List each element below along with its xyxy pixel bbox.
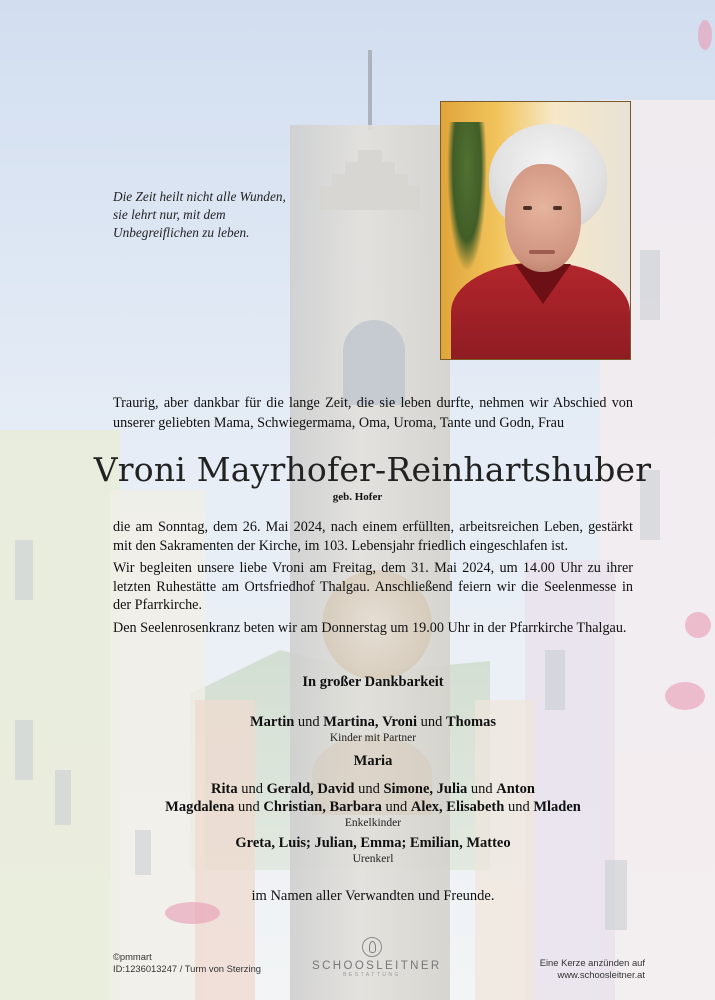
funeral-home-logo: SCHOOSLEITNER BESTATTUNG	[312, 937, 432, 978]
intro-text: Traurig, aber dankbar für die lange Zeit, die sie leben durfte, nehmen wir Abschied von unserer geliebten Mama, Schwiegermama, Oma, Uroma, Tante und Godn, Frau	[113, 395, 633, 431]
grandchildren-line-2: Magdalena und Christian, Barbara und Alex, Elisabeth und Mladen	[165, 799, 581, 815]
candle-icon	[362, 937, 382, 957]
children-group	[113, 713, 633, 745]
memorial-quote	[113, 188, 333, 242]
deceased-name: Vroni Mayrhofer-Reinhartshuber	[93, 450, 652, 489]
quote-line: Unbegreiflichen zu leben.	[113, 225, 250, 240]
death-paragraph: die am Sonntag, dem 26. Mai 2024, nach einem erfüllten, arbeitsreichen Leben, gestärkt mit den Sakramenten der Kirche, im 103. Lebensjahr friedlich eingeschlafen ist.	[113, 519, 633, 554]
maria-line: Maria	[353, 753, 393, 769]
funeral-paragraph: Wir begleiten unsere liebe Vroni am Freitag, dem 31. Mai 2024, um 14.00 Uhr zu ihrer letzten Ruhestätte am Ortsfriedhof Thalgau. Anschließend feiern wir die Seelenmesse in der Pfarrkirche.	[113, 560, 633, 613]
grandchildren-line-1: Rita und Gerald, David und Simone, Julia und Anton	[211, 781, 535, 797]
candle-link[interactable]: Eine Kerze anzünden auf www.schoosleitner.at	[539, 957, 645, 980]
portrait-photo	[440, 101, 631, 360]
birth-name: geb. Hofer	[332, 491, 383, 503]
gratitude-heading: In großer Dankbarkeit	[302, 674, 444, 690]
great-grandchildren-names: Greta, Luis; Julian, Emma; Emilian, Matteo	[235, 835, 511, 851]
children-relation: Kinder mit Partner	[329, 732, 417, 744]
grandchildren-group	[113, 780, 633, 830]
website-link[interactable]: www.schoosleitner.at	[557, 969, 645, 980]
quote-line: Die Zeit heilt nicht alle Wunden,	[113, 189, 286, 204]
great-grandchildren-relation: Urenkerl	[352, 853, 394, 865]
closing-line: im Namen aller Verwandten und Freunde.	[251, 888, 495, 904]
photo-credit: ©pmmart ID:1236013247 / Turm von Sterzing	[113, 951, 262, 974]
children-names: Martin und Martina, Vroni und Thomas	[250, 714, 496, 730]
quote-line: sie lehrt nur, mit dem	[113, 207, 226, 222]
great-grandchildren-group	[113, 834, 633, 866]
announcement-body	[113, 518, 633, 641]
rosary-paragraph: Den Seelenrosenkranz beten wir am Donnerstag um 19.00 Uhr in der Pfarrkirche Thalgau.	[113, 619, 627, 636]
grandchildren-relation: Enkelkinder	[344, 817, 402, 829]
